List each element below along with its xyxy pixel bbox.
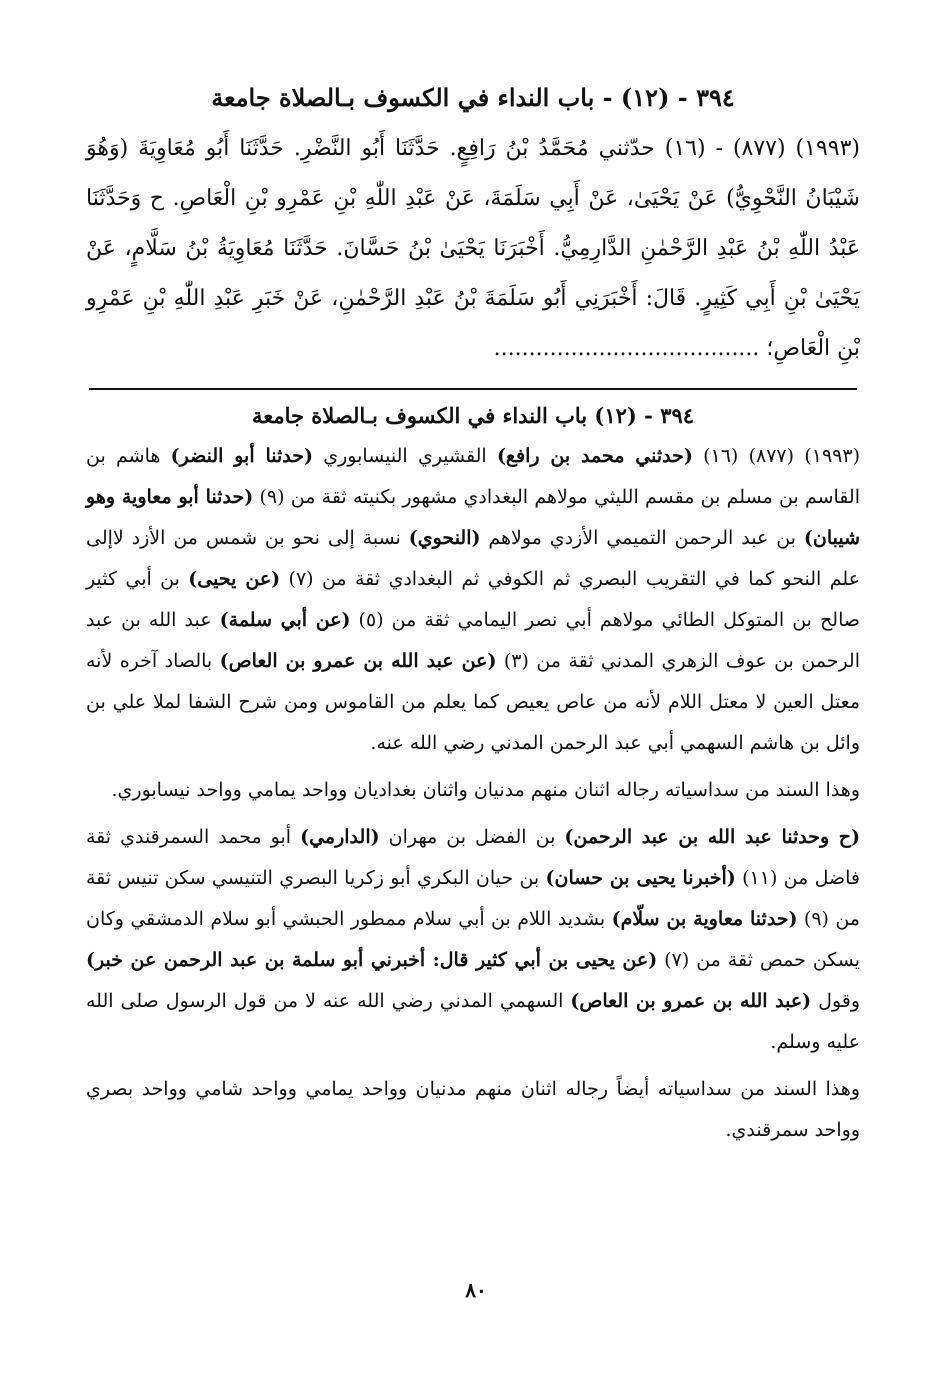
section-divider [89, 388, 857, 390]
commentary-text: السهمي المدني رضي الله عنه لا من قول الرسول صلى الله عليه وسلم. [86, 990, 860, 1053]
commentary-text: بن الفضل بن مهران [379, 826, 565, 848]
narrator-quote: (عن أبي سلمة) [219, 609, 351, 631]
commentary-text: القشيري النيسابوري [313, 445, 497, 467]
commentary-text: (١٩٩٣) (٨٧٧) (١٦) [692, 445, 860, 467]
hadith-text: (١٩٩٣) (٨٧٧) - (١٦) حدّثني مُحَمَّدُ بْنُ رَافِعٍ. حَدَّثَنَا أَبُو النَّضْرِ. حَدَّثَنَا أَبُو مُعَاوِيَةَ (وَهُوَ شَيْبَانُ النَّحْوِيُّ) عَنْ يَحْيَىٰ، عَنْ أَبِي سَلَمَةَ، عَنْ عَبْدِ اللّٰهِ بْنِ عَمْرِو بْنِ الْعَاصِ. ح وَحَدَّثَنَا عَبْدُ اللّٰهِ بْنُ عَبْدِ الرَّحْمٰنِ الدَّارِمِيُّ. أَخْبَرَنَا يَحْيَىٰ بْنُ حَسَّانَ. حَدَّثَنَا مُعَاوِيَةُ بْنُ سَلَّامٍ، عَنْ يَحْيَىٰ بْنِ أَبِي كَثِيرٍ. قَالَ: أَخْبَرَنِي أَبُو سَلَمَةَ بْنُ عَبْدِ الرَّحْمٰنِ، عَنْ خَبَرِ عَبْدِ اللّٰهِ بْنِ عَمْرِو بْنِ الْعَاصِ؛ ...................................... [86, 136, 860, 361]
commentary-text: بن حيان البكري أبو زكريا البصري التنيسي سكن تنيس ثقة من (٩) [86, 867, 860, 930]
matn-section [86, 78, 860, 374]
commentary-text: وقول [811, 990, 861, 1012]
narrator-quote: (عن يحيى بن أبي كثير قال: أخبرني أبو سلمة بن عبد الرحمن عن خبر) [86, 949, 658, 971]
narrator-quote: (عن عبد الله بن عمرو بن العاص) [219, 650, 497, 672]
narrator-quote: (عبد الله بن عمرو بن العاص) [570, 990, 812, 1012]
narrator-quote: (حدثني محمد بن رافع) [496, 445, 693, 467]
chapter-title: ٣٩٤ - (١٢) - باب النداء في الكسوف بـالصلاة جامعة [211, 83, 735, 112]
narrator-quote: (الدارمي) [300, 826, 380, 848]
narrator-quote: (حدثنا أبو النضر) [170, 445, 313, 467]
commentary-text: نسبة إلى نحو بن شمس من الأزد لاإلى علم النحو كما في التقريب البصري ثم الكوفي ثم البغدادي ثقة من (٧) [86, 527, 860, 590]
commentary-section [86, 398, 860, 1151]
commentary-title: ٣٩٤ - (١٢) باب النداء في الكسوف بـالصلاة جامعة [251, 403, 695, 428]
narrator-quote: (أخبرنا يحيى بن حسان) [545, 867, 736, 889]
commentary-text: بن عبد الرحمن التميمي الأزدي مولاهم [480, 527, 804, 549]
narrator-quote: (عن يحيى) [188, 568, 281, 590]
commentary-text: بالصاد آخره لأنه معتل العين لا معتل اللام لأنه من عاص يعيص كما يعلم من القاموس ومن شرح الشفا لملا علي بن وائل بن هاشم السهمي أبي عبد الرحمن المدني رضي الله عنه. [86, 650, 860, 754]
commentary-text: بن أبي كثير صالح بن المتوكل الطائي مولاهم أبي نصر اليمامي ثقة من (٥) [86, 568, 861, 631]
narrator-quote: (ح وحدثنا عبد الله بن عبد الرحمن) [564, 826, 861, 848]
commentary-paragraph-1 [86, 436, 860, 764]
commentary-text: عبد الله بن عبد الرحمن بن عوف الزهري المدني ثقة من (٣) [86, 609, 860, 672]
commentary-text: أبو محمد السمرقندي ثقة فاضل من (١١) [86, 826, 861, 889]
commentary-paragraph-3 [86, 817, 860, 1063]
page-number: ٨٠ [465, 1278, 487, 1302]
narrator-quote: (حدثنا أبو معاوية وهو شيبان) [86, 486, 860, 549]
commentary-text: هاشم بن القاسم بن مسلم بن مقسم الليثي مولاهم البغدادي مشهور بكنيته ثقة من (٩) [86, 445, 860, 508]
narrator-quote: (حدثنا معاوية بن سلّام) [611, 908, 798, 930]
commentary-paragraph-4: وهذا السند من سداسياته أيضاً رجاله اثنان منهم مدنيان وواحد يمامي وواحد شامي وواحد بصري وواحد سمرقندي. [86, 1078, 860, 1141]
commentary-paragraph-2: وهذا السند من سداسياته رجاله اثنان منهم مدنيان واثنان بغداديان وواحد يمامي وواحد نيسابوري. [111, 779, 860, 801]
commentary-text: بشديد اللام بن أبي سلام ممطور الحبشي أبو سلام الدمشقي وكان يسكن حمص ثقة من (٧) [86, 908, 861, 971]
narrator-quote: (النحوي) [408, 527, 481, 549]
